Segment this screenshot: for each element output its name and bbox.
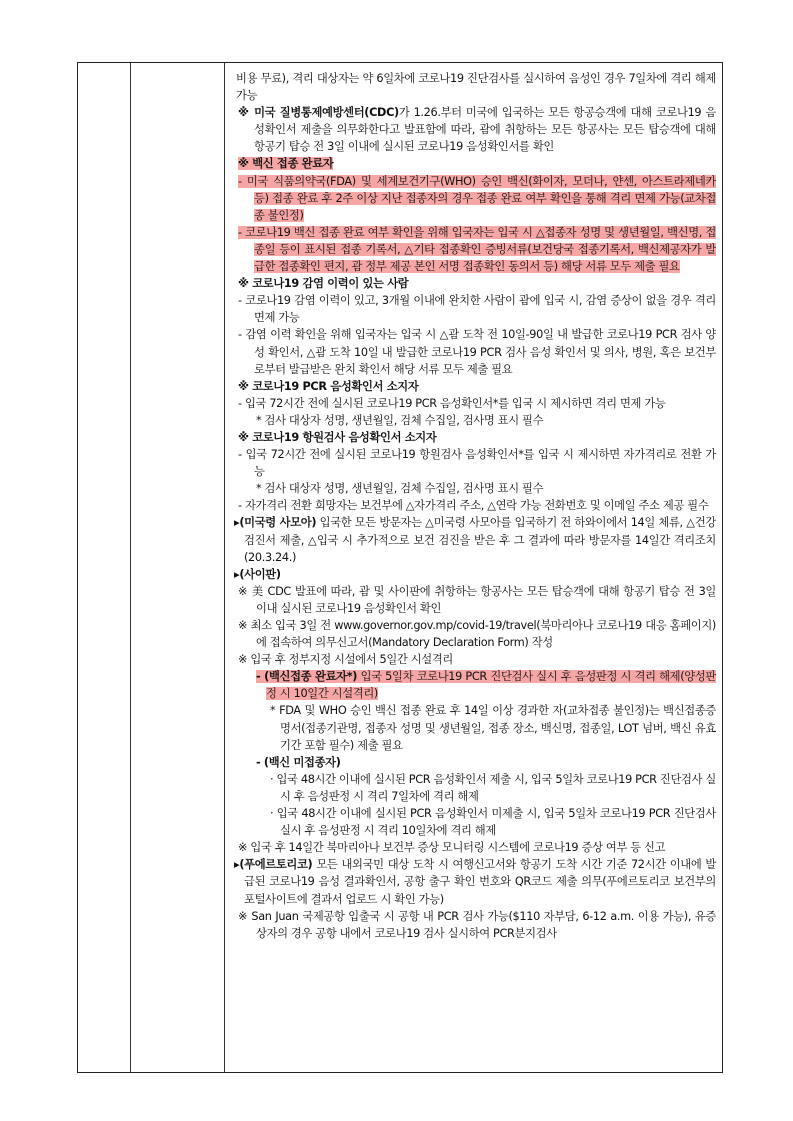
region-paragraph: ▸(푸에르토리코) 모든 내외국민 대상 도착 시 여행신고서와 항공기 도착 시간 기준 72시간 이내에 발급된 코로나19 음성 결과확인서, 공항 출구 확인 번호와 QR코드 제출 의무(푸에르토리코 보건부의 포털사이트에 결과서 업로드 시 확인 가능) [234,858,716,906]
section-heading: ※ 코로나19 PCR 음성확인서 소지자 [238,379,419,393]
text-line: · 입국 48시간 이내에 실시된 PCR 음성확인서 미제출 시, 입국 5일차 코로나19 PCR 진단검사 실시 후 음성판정 시 격리 10일차에 격리 해제 [270,807,716,838]
document-body [232,70,716,942]
text-line: - 자가격리 전환 희망자는 보건부에 △자가격리 주소, △연락 가능 전화번호 및 이메일 주소 제공 필수 [238,499,709,513]
footnote: * 검사 대상자 성명, 생년월일, 검체 수집일, 검사명 표시 필수 [256,482,544,496]
region-paragraph: ▸(미국령 사모아) 입국한 모든 방문자는 △미국령 사모아를 입국하기 전 하와이에서 14일 체류, △건강검진서 제출, △입국 시 추가적으로 보건 검진을 받은 후 그 결과에 따라 방문자를 14일간 격리조치(20.3.24.) [234,516,716,564]
note-line: ※ 입국 후 정부지정 시설에서 5일간 시설격리 [238,653,453,667]
note-line: ※ San Juan 국제공항 입출국 시 공항 내 PCR 검사 가능($110 자부담, 6-12 a.m. 이용 가능), 유증상자의 경우 공항 내에서 코로나19 검사 실시하여 PCR분지검사 [238,909,716,940]
text-line: ※ 미국 질병통제예방센터(CDC)가 1.26.부터 미국에 입국하는 모든 항공승객에 대해 코로나19 음성확인서 제출을 의무화한다고 발표함에 따라, 괌에 취항하는 모든 항공사는 모든 탑승객에 대해 항공기 탑승 전 3일 이내에 실시된 코로나19 음성확인서를 확인 [238,106,716,154]
text-line: - 감염 이력 확인을 위해 입국자는 입국 시 △괌 도착 전 10일-90일 내 발급한 코로나19 PCR 검사 양성 확인서, △괌 도착 10일 내 발급한 코로나19 PCR 검사 음성 확인서 및 의사, 병원, 혹은 보건부로부터 발급받은 완치 확인서 해당 서류 모두 제출 필요 [238,328,716,376]
text-line: - 코로나19 감염 이력이 있고, 3개월 이내에 완치한 사람이 괌에 입국 시, 감염 증상이 없을 경우 격리 면제 가능 [238,294,716,325]
section-heading: ※ 코로나19 감염 이력이 있는 사람 [238,277,409,291]
section-heading: - (백신 미접종자) [256,755,341,769]
section-heading: ※ 백신 접종 완료자 [238,157,334,171]
column-divider [130,63,131,1072]
note-line: ※ 美 CDC 발표에 따라, 괌 및 사이판에 취항하는 항공사는 모든 탑승객에 대해 항공기 탑승 전 3일 이내 실시된 코로나19 음성확인서 확인 [238,584,716,615]
text-line: - 코로나19 백신 접종 완료 여부 확인을 위해 입국자는 입국 시 △접종자 성명 및 생년월일, 백신명, 접종일 등이 표시된 접종 기록서, △기타 접종확인 증빙서류(보건당국 접종기록서, 백신제공자가 발급한 접종확인 편지, 괌 정부 제공 본인 서명 접종확인 동의서 등) 해당 서류 모두 제출 필요 [238,225,716,274]
region-heading: ▸(사이판) [234,567,281,581]
footnote: * FDA 및 WHO 승인 백신 접종 완료 후 14일 이상 경과한 자(교차접종 불인정)는 백신접종증명서(접종기관명, 접종자 성명 및 생년월일, 접종 장소, 백신명, 접종일, LOT 넘버, 백신 유효기간 포함 필수) 제출 필요 [270,704,716,752]
text-line: - 미국 식품의약국(FDA) 및 세계보건기구(WHO) 승인 백신(화이자, 모더나, 얀센, 아스트라제네카 등) 접종 완료 후 2주 이상 지난 접종자의 경우 접종 완료 여부 확인을 통해 격리 면제 가능(교차접종 불인정) [238,174,716,222]
footnote: * 검사 대상자 성명, 생년월일, 검체 수집일, 검사명 표시 필수 [256,413,544,427]
document-table [77,62,723,1073]
column-divider [224,63,225,1072]
text-line: - (백신접종 완료자*) 입국 5일차 코로나19 PCR 진단검사 실시 후 음성판정 시 격리 해제(양성판정 시 10일간 시설격리) [256,670,716,701]
text-line: - 입국 72시간 전에 실시된 코로나19 PCR 음성확인서*를 입국 시 제시하면 격리 면제 가능 [238,396,666,410]
note-line: ※ 입국 후 14일간 북마리아나 보건부 증상 모니터링 시스템에 코로나19 증상 여부 등 신고 [238,841,666,855]
text-line: · 입국 48시간 이내에 실시된 PCR 음성확인서 제출 시, 입국 5일차 코로나19 PCR 진단검사 실시 후 음성판정 시 격리 7일차에 격리 해제 [270,772,716,803]
text-line: 비용 무료), 격리 대상자는 약 6일차에 코로나19 진단검사를 실시하여 음성인 경우 7일차에 격리 해제 가능 [236,72,716,103]
note-line: ※ 최소 입국 3일 전 www.governor.gov.mp/covid-19/travel(북마리아나 코로나19 대응 홈페이지)에 접속하여 의무신고서(Mandatory Declaration Form) 작성 [238,619,716,650]
text-line: - 입국 72시간 전에 실시된 코로나19 항원검사 음성확인서*를 입국 시 제시하면 자가격리로 전환 가능 [238,448,716,479]
section-heading: ※ 코로나19 항원검사 음성확인서 소지자 [238,430,437,444]
